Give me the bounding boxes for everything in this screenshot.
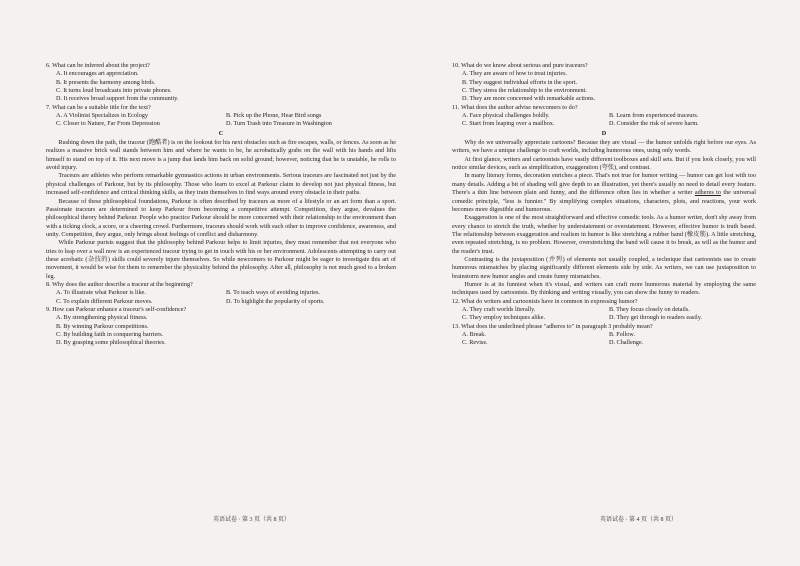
underlined-phrase: adheres to [694, 189, 721, 197]
q11-options [462, 112, 756, 129]
page-footer-left: 英语试卷 · 第 3 页（共 8 页） [213, 517, 290, 523]
q7-option-d: D. Turn Trash into Treasure in Washington [226, 120, 332, 128]
passage-d-para-2: At first glance, writers and cartoonists have vastly different toolboxes and skill sets. But if you look closely, you will notice similar devices, such as simplification, exaggeration (夸张), and contrast. [452, 155, 756, 172]
q10-stem: 10. What do we know about serious and pure traceurs? [452, 62, 588, 69]
q11-option-b: B. Learn from experienced traceurs. [609, 112, 699, 120]
q7-option-b: B. Pick up the Phone, Hear Bird songs [226, 112, 322, 120]
q13-options [462, 331, 756, 348]
q13-option-a: A. Break. [462, 331, 486, 338]
q12-options [462, 306, 756, 323]
passage-d-para-5: Contrasting is the juxtaposition (并列) of elements not usually coupled, a technique that cartoonists use to create humorous mismatches by placing significantly different elements side by side. As writers, we can use juxtaposition to brainstorm new humor angles and create funny mismatches. [452, 255, 756, 280]
q6-option-b: B. It presents the harmony among birds. [56, 78, 156, 86]
page-footer-right: 英语试卷 · 第 4 页（共 8 页） [600, 517, 677, 523]
q13-stem: 13. What does the underlined phrase "adheres to" in paragraph 3 probably mean? [452, 322, 653, 330]
right-column [452, 62, 756, 348]
section-d-title: D [601, 129, 607, 137]
q12-option-c: C. They employ techniques alike. [462, 314, 546, 322]
q8-option-c: C. To explain different Parkour moves. [56, 297, 153, 305]
passage-d-para-6: Humor is at its funniest when it's visual, and writers can craft more humorous material by employing the same techniques used by cartoonists. By thinking and writing visually, you can show the funny to readers. [452, 280, 756, 297]
q6-option-d: D. It receives broad support from the community. [56, 95, 179, 103]
q11-option-d: D. Consider the risk of severe harm. [609, 120, 699, 128]
q11-option-a: A. Face physical challenges boldly. [462, 112, 550, 120]
passage-c-para-2: Traceurs are athletes who perform remarkable gymnastics actions in urban environments. Serious traceurs are fascinated not just by the physical challenges of Parkour, but by its philosophy. Those who learn to excel at Parkour claim to develop not just physical fitness, but increased self-confidence and critical thinking skills, as they train themselves to find ways around every obstacle in their paths. [46, 172, 396, 197]
q8-option-a: A. To illustrate what Parkour is like. [56, 289, 146, 297]
q8-stem: 8. Why does the author describe a traceur at the beginning? [46, 280, 193, 288]
left-column [46, 62, 396, 348]
passage-c-para-4: While Parkour purists suggest that the philosophy behind Parkour helps to limit injuries, they must remember that not everyone who tries to leap over a wall now is an experienced traceur trying to get in touch with his or her environment. Adolescents attempting to carry out these acrobatic (杂技的) skills could severely injure themselves. So while newcomers to Parkour might be eager to investigate this art of movement, it would be wise for them to remember the physicality behind the philosophy. After all, philosophy is not much good to a broken leg. [46, 239, 396, 280]
q11-option-c: C. Start from leaping over a mailbox. [462, 120, 555, 128]
q10-option-d: D. They are more concerned with remarkable actions. [462, 95, 596, 103]
q9-option-c: C. By building faith in conquering barriers. [56, 331, 164, 338]
q8-option-d: D. To highlight the popularity of sports. [226, 297, 325, 305]
q13-option-d: D. Challenge. [609, 339, 644, 347]
q11-stem: 11. What does the author advise newcomers to do? [452, 103, 578, 111]
q12-option-b: B. They focus closely on details. [609, 305, 690, 313]
q12-stem: 12. What do writers and cartoonists have in common in expressing humor? [452, 297, 638, 305]
passage-d-para-1: Why do we universally appreciate cartoons? Because they are visual — the humor unfolds right before our eyes. As writers, we have a unique challenge to craft worlds, including humorous ones, using only words. [452, 139, 756, 155]
q6-stem: 6. What can be inferred about the project? [46, 62, 150, 69]
section-c-title: C [218, 129, 224, 137]
q9-option-d: D. By grasping some philosophical theories. [56, 339, 166, 347]
q12-option-a: A. They craft worlds literally. [462, 305, 536, 313]
q6-option-a: A. It encourages art appreciation. [56, 70, 139, 78]
q7-option-a: A. A Violinist Specializes in Ecology [56, 112, 148, 120]
q10-option-a: A. They are aware of how to treat injuries. [462, 70, 568, 78]
q12-option-d: D. They get through to readers easily. [609, 314, 702, 322]
q8-options [56, 289, 396, 306]
q9-option-b: B. By winning Parkour competitions. [56, 322, 149, 330]
q6-option-c: C. It turns loud broadcasts into private phones. [56, 87, 172, 95]
passage-c-para-3: Because of these philosophical foundations, Parkour is often described by traceurs as more of a lifestyle or an art form than a sport. Passionate traceurs are determined to keep Parkour from becoming a competitive attempt. Competition, they argue, devalues the philosophical theory behind Parkour. People who practice Parkour should be more concerned with their relationship to the environment than with a ticking clock, a score, or a cheering crowd. Furthermore, traceurs should work with each other to improve confidence, awareness, and unity. Competition, they argue, only brings about feelings of conflict and disharmony. [46, 197, 396, 238]
q7-option-c: C. Closer to Nature, Far From Depression [56, 120, 160, 128]
q8-option-b: B. To teach ways of avoiding injuries. [226, 289, 320, 297]
q13-option-c: C. Revise. [462, 339, 488, 347]
passage-d-para-4: Exaggeration is one of the most straightforward and effective comedic tools. As a humor writer, don't shy away from every chance to stretch the truth, whether by understatement or overstatement. However, effective humor is truth based. The relationship between exaggeration and realism in humor is like stretching a rubber band (橡皮筋). A little stretching, even repeated stretching, is no problem. However, overstretching the band will cause it to break, as will as the humor and the reader's trust. [452, 214, 756, 255]
q9-option-a: A. By strengthening physical fitness. [56, 314, 148, 322]
q10-option-b: B. They suggest individual efforts in the sport. [462, 78, 578, 86]
q7-options [56, 112, 396, 129]
q13-option-b: B. Follow. [609, 331, 635, 338]
passage-c-para-1: Rushing down the path, the traceur (跑酷者) is on the lookout for his next obstacles such as fire escapes, walls, or fences. As soon as he realizes a massive brick wall stands between him and where he wants to be, he acrobatically grabs on the wall with his hands and lifts himself to stand on top of it. His next move is a jump that lands him back on solid ground; however, noticing that he is unstable, he rolls to avoid injury. [46, 139, 396, 172]
q7-stem: 7. What can be a suitable title for the text? [46, 103, 151, 111]
passage-d-para-3: In many literary forms, decoration enriches a piece. That's not true for humor writing — humor can get lost with too many details. Adding a bit of shading will give depth to an illustration, yet there's usually no need to detail every feature. There's a thin line between plain and funny, and the difference often lies in whether a writer adheres to the universal comedic principle, "less is funnier." By simplifying complex situations, characters, plots, and reactions, your work becomes more digestible and humorous. [452, 172, 756, 213]
q10-option-c: C. They stress the relationship to the environment. [462, 87, 587, 95]
q9-stem: 9. How can Parkour enhance a traceur's self-confidence? [46, 305, 187, 313]
